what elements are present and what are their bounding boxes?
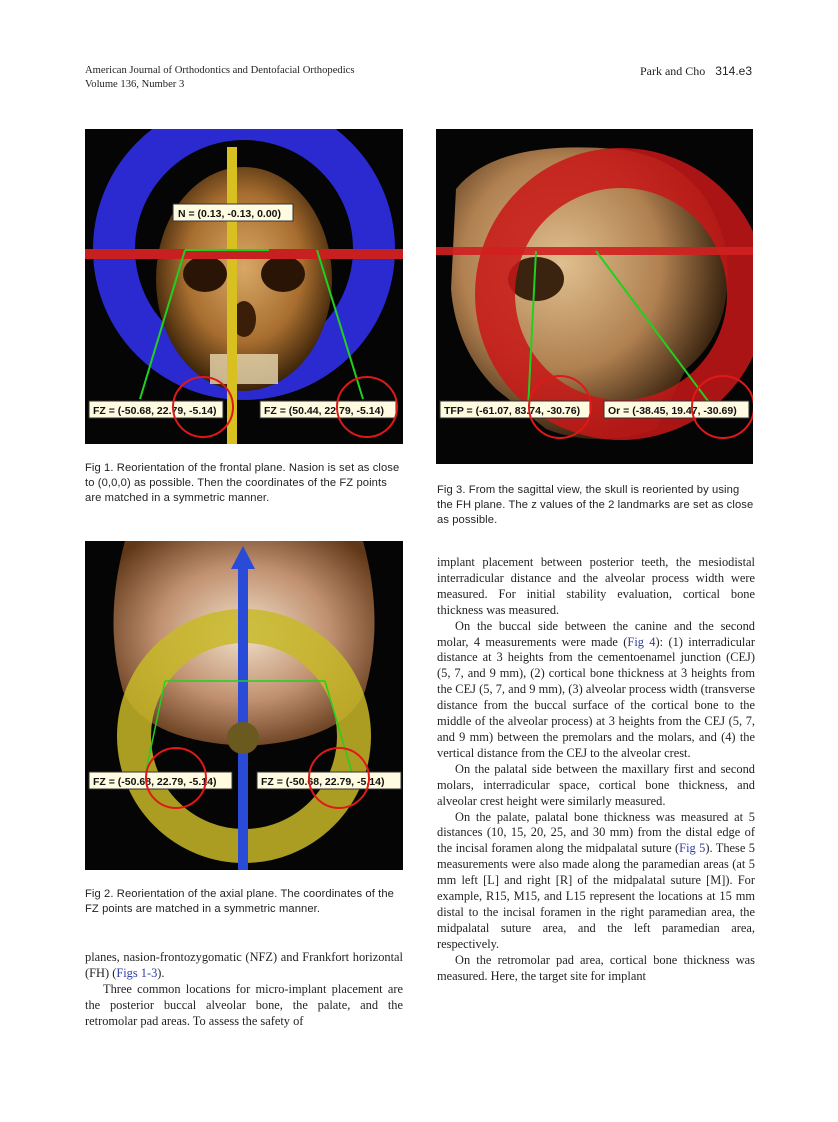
figs-1-3-link[interactable]: Figs 1-3 <box>116 965 158 980</box>
fig2-fz-right-label: FZ = (-50.68, 22.79, -5.14) <box>261 776 385 788</box>
right-paragraph-5: On the retromolar pad area, cortical bone thickness was measured. Here, the target site for implant <box>437 952 755 983</box>
left-paragraph-1: planes, nasion-frontozygomatic (NFZ) and Frankfort horizontal (FH) (Figs 1-3). <box>85 950 403 980</box>
right-paragraph-2: On the buccal side between the canine and the second molar, 4 measurements were made (Fig 4): (1) interradicular distance at 3 heights from the cementoenamel junction (CEJ) (5, 7, and 9 mm), (2) cortical bone thickness at 3 heights from the CEJ (5, 7, and 9 mm), (3) alveolar process width (transverse distance from the buccal surface of the cortical bone to the middle of the alveolar process) at 3 heights from the CEJ (5, 7, and 9 mm) between the premolars and the molars, and (4) the vertical distance from the CEJ to the alveolar crest. <box>437 618 755 760</box>
running-header-journal <box>85 64 354 92</box>
blue-vertical-axis <box>238 561 248 870</box>
right-paragraph-1: implant placement between posterior teeth, the mesiodistal interradicular distance and the alveolar process width were measured. For initial stability evaluation, cortical bone thickness was measured. <box>437 555 755 617</box>
right-column-text <box>437 555 755 984</box>
right-paragraph-4: On the palate, palatal bone thickness was measured at 5 distances (10, 15, 20, 25, and 30 mm) from the distal edge of the incisal foramen along the midpalatal suture (Fig 5). These 5 measurements were also made along the paramedian areas (at 5 mm left [L] and right [R] of the midpalatal suture [M]). For example, R15, M15, and L15 represent the locations at 15 mm distal to the incisal foramen in the right paramedian area, the midpalatal suture area, and the left paramedian area, respectively. <box>437 809 755 951</box>
fig1-fz-left-label: FZ = (-50.68, 22.79, -5.14) <box>93 405 217 417</box>
right-paragraph-3: On the palatal side between the maxillary first and second molars, interradicular space, cortical bone thickness, and alveolar crest height were similarly measured. <box>437 761 755 808</box>
left-column-text <box>85 950 403 1030</box>
running-header-page <box>640 64 752 79</box>
page-number: 314.e3 <box>715 64 752 78</box>
fig-5-link[interactable]: Fig 5 <box>679 841 706 856</box>
figure-3-caption: Fig 3. From the sagittal view, the skull is reoriented by using the FH plane. The z values of the 2 landmarks are set as close as possible. <box>437 484 754 526</box>
figure-1-frontal-plane <box>85 129 403 444</box>
journal-name: American Journal of Orthodontics and Dentofacial Orthopedics <box>85 65 355 76</box>
figure-3-sagittal-view <box>436 129 753 464</box>
fig3-tfp-label: TFP = (-61.07, 83.74, -30.76) <box>444 405 581 417</box>
fig1-nasion-label: N = (0.13, -0.13, 0.00) <box>178 208 282 220</box>
fig2-fz-left-label: FZ = (-50.68, 22.79, -5.14) <box>93 776 217 788</box>
fig-4-link[interactable]: Fig 4 <box>627 634 656 649</box>
figure-2-caption: Fig 2. Reorientation of the axial plane. The coordinates of the FZ points are matched in a symmetric manner. <box>85 888 394 915</box>
figure-1-caption: Fig 1. Reorientation of the frontal plane. Nasion is set as close to (0,0,0) as possible. Then the coordinates of the FZ points are matched in a symmetric manner. <box>85 462 400 504</box>
figure-2-axial-plane <box>85 541 403 870</box>
journal-volume: Volume 136, Number 3 <box>85 79 185 90</box>
left-paragraph-2: Three common locations for micro-implant placement are the posterior buccal alveolar bone, the palate, and the retromolar pad areas. To assess the safety of <box>85 981 403 1028</box>
authors: Park and Cho <box>639 64 706 78</box>
fig3-or-label: Or = (-38.45, 19.47, -30.69) <box>608 405 737 417</box>
fig1-fz-right-label: FZ = (50.44, 22.79, -5.14) <box>264 405 384 417</box>
